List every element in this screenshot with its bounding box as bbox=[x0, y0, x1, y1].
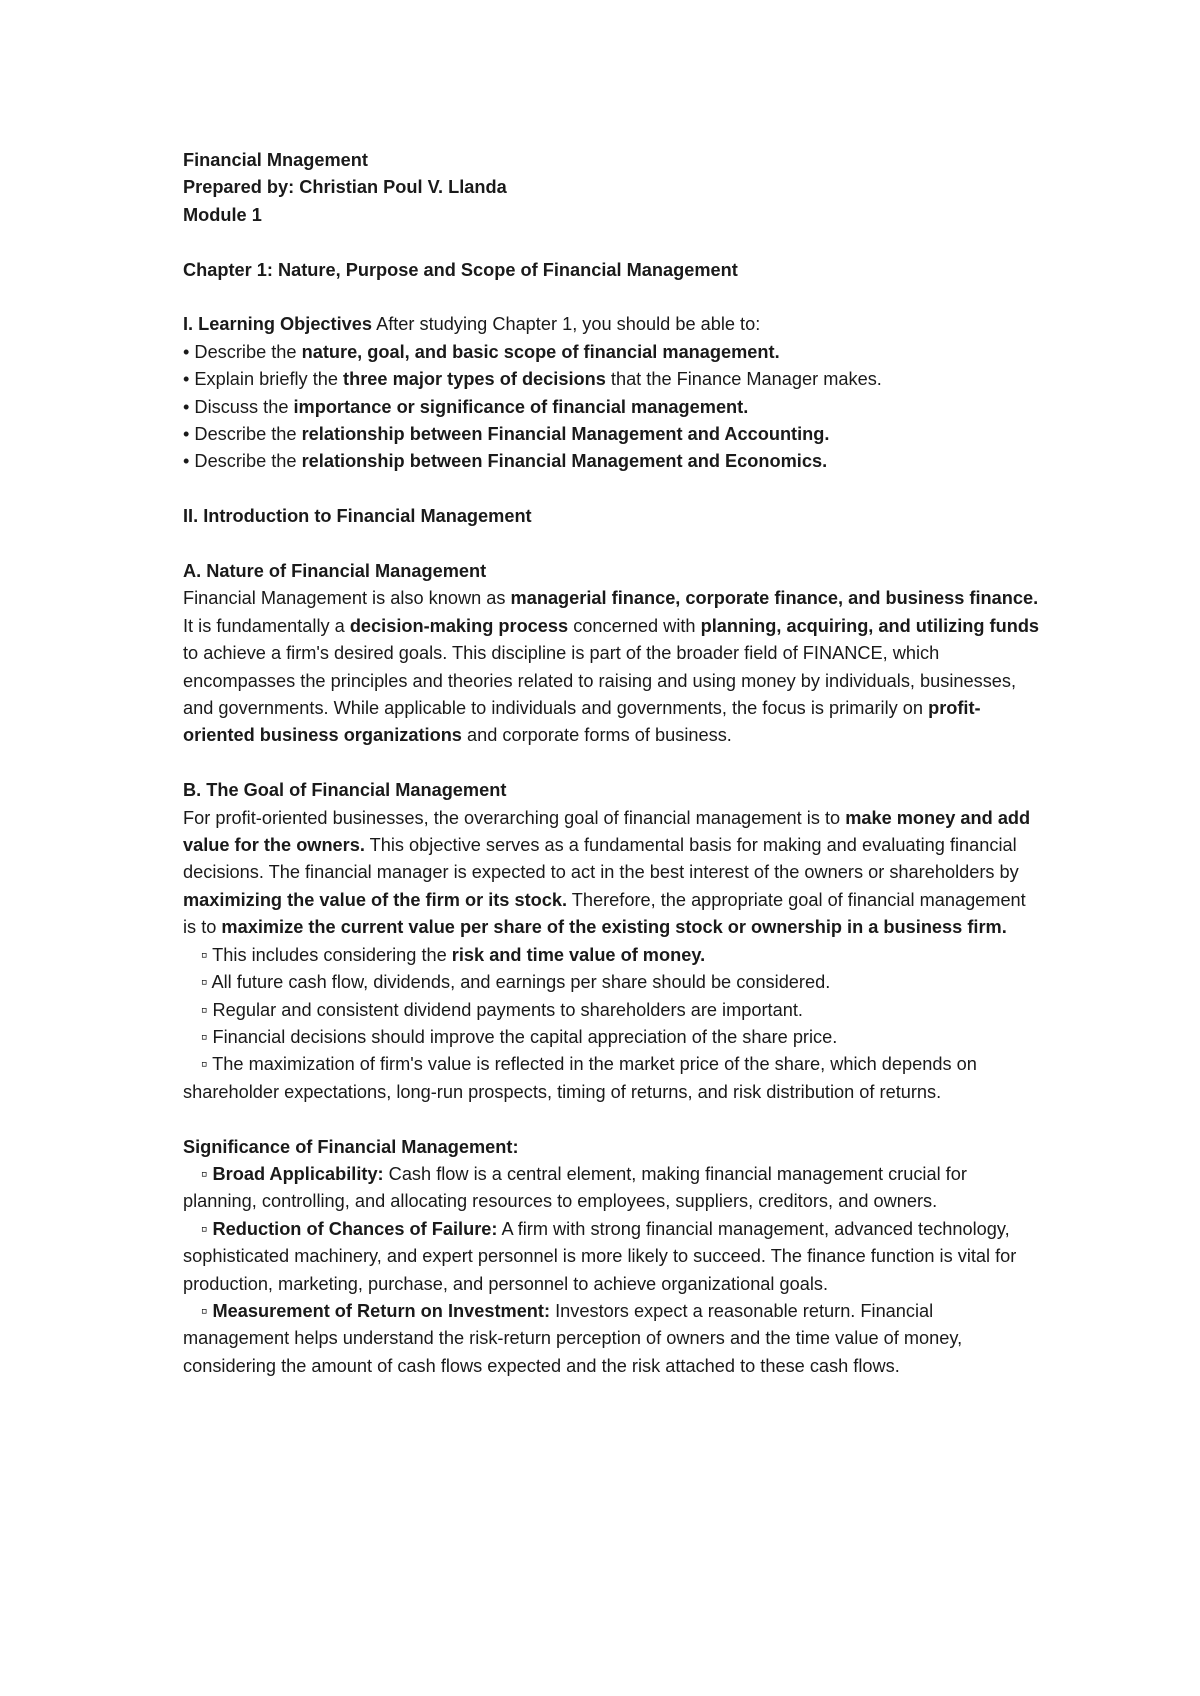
square-bullet-icon: ▫ bbox=[201, 1218, 208, 1239]
section-heading-significance: Significance of Financial Management: bbox=[183, 1136, 519, 1157]
sub-list-item: ▫ This includes considering the risk and time value of money. bbox=[201, 944, 706, 965]
square-bullet-icon: ▫ bbox=[201, 1300, 208, 1321]
list-item: • Describe the nature, goal, and basic scope of financial management. bbox=[183, 341, 780, 362]
section-heading-nature: A. Nature of Financial Management bbox=[183, 561, 487, 582]
learning-objectives-heading: I. Learning Objectives bbox=[183, 314, 373, 335]
list-item: • Describe the relationship between Financial Management and Accounting. bbox=[183, 424, 830, 445]
list-item: • Explain briefly the three major types of decisions that the Finance Manager makes. bbox=[183, 369, 882, 390]
square-bullet-icon: ▫ bbox=[201, 972, 208, 993]
sub-list-item: ▫ Broad Applicability: Cash flow is a central element, making financial management crucial for planning, controlling, and allocating resources to employees, suppliers, creditors, and owners. bbox=[183, 1163, 967, 1212]
nature-paragraph: Financial Management is also known as managerial finance, corporate finance, and business finance. It is fundamentally a decision-making process concerned with planning, acquiring, and utilizing funds to achieve a firm's desired goals. This discipline is part of the broader field of FINANCE, which encompasses the principles and theories related to raising and using money by individuals, businesses, and governments. While applicable to individuals and governments, the focus is primarily on profit-oriented business organizations and corporate forms of business. bbox=[183, 588, 1040, 746]
bullet-icon: • bbox=[183, 369, 190, 390]
section-heading-introduction: II. Introduction to Financial Management bbox=[183, 506, 532, 527]
prepared-by: Prepared by: Christian Poul V. Llanda bbox=[183, 177, 507, 198]
goal-section bbox=[183, 777, 1040, 1106]
square-bullet-icon: ▫ bbox=[201, 1163, 208, 1184]
list-item: • Describe the relationship between Financial Management and Economics. bbox=[183, 451, 828, 472]
learning-objectives-intro: I. Learning Objectives After studying Chapter 1, you should be able to: bbox=[183, 314, 761, 335]
list-item: • Discuss the importance or significance of financial management. bbox=[183, 396, 749, 417]
square-bullet-icon: ▫ bbox=[201, 1026, 208, 1047]
sub-list-item: ▫ Regular and consistent dividend payments to shareholders are important. bbox=[201, 999, 803, 1020]
sub-list-item: ▫ The maximization of firm's value is reflected in the market price of the share, which depends on shareholder expectations, long-run prospects, timing of returns, and risk distribution of returns. bbox=[183, 1054, 977, 1102]
chapter-title: Chapter 1: Nature, Purpose and Scope of Financial Management bbox=[183, 259, 738, 280]
significance-section bbox=[183, 1134, 1040, 1381]
bullet-icon: • bbox=[183, 396, 190, 417]
document-header bbox=[183, 147, 1040, 229]
sub-list-item: ▫ Measurement of Return on Investment: Investors expect a reasonable return. Financial management helps understand the risk-return perception of owners and the time value of money, considering the amount of cash flows expected and the risk attached to these cash flows. bbox=[183, 1300, 963, 1376]
bullet-icon: • bbox=[183, 341, 190, 362]
nature-section bbox=[183, 558, 1040, 750]
sub-list-item: ▫ Reduction of Chances of Failure: A firm with strong financial management, advanced technology, sophisticated machinery, and expert personnel is more likely to succeed. The finance function is vital for production, marketing, purchase, and personnel to achieve organizational goals. bbox=[183, 1218, 1017, 1294]
learning-objectives-section bbox=[183, 311, 1040, 475]
square-bullet-icon: ▫ bbox=[201, 1054, 208, 1075]
square-bullet-icon: ▫ bbox=[201, 999, 208, 1020]
sub-list-item: ▫ All future cash flow, dividends, and earnings per share should be considered. bbox=[201, 972, 831, 993]
section-heading-goal: B. The Goal of Financial Management bbox=[183, 780, 507, 801]
sub-list-item: ▫ Financial decisions should improve the capital appreciation of the share price. bbox=[201, 1026, 838, 1047]
bullet-icon: • bbox=[183, 424, 190, 445]
module-label: Module 1 bbox=[183, 204, 262, 225]
bullet-icon: • bbox=[183, 451, 190, 472]
goal-paragraph: For profit-oriented businesses, the overarching goal of financial management is to make money and add value for the owners. This objective serves as a fundamental basis for making and evaluating financial decisions. The financial manager is expected to act in the best interest of the owners or shareholders by maximizing the value of the firm or its stock. Therefore, the appropriate goal of financial management is to maximize the current value per share of the existing stock or ownership in a business firm. bbox=[183, 807, 1031, 938]
square-bullet-icon: ▫ bbox=[201, 944, 208, 965]
document-title: Financial Mnagement bbox=[183, 150, 368, 170]
